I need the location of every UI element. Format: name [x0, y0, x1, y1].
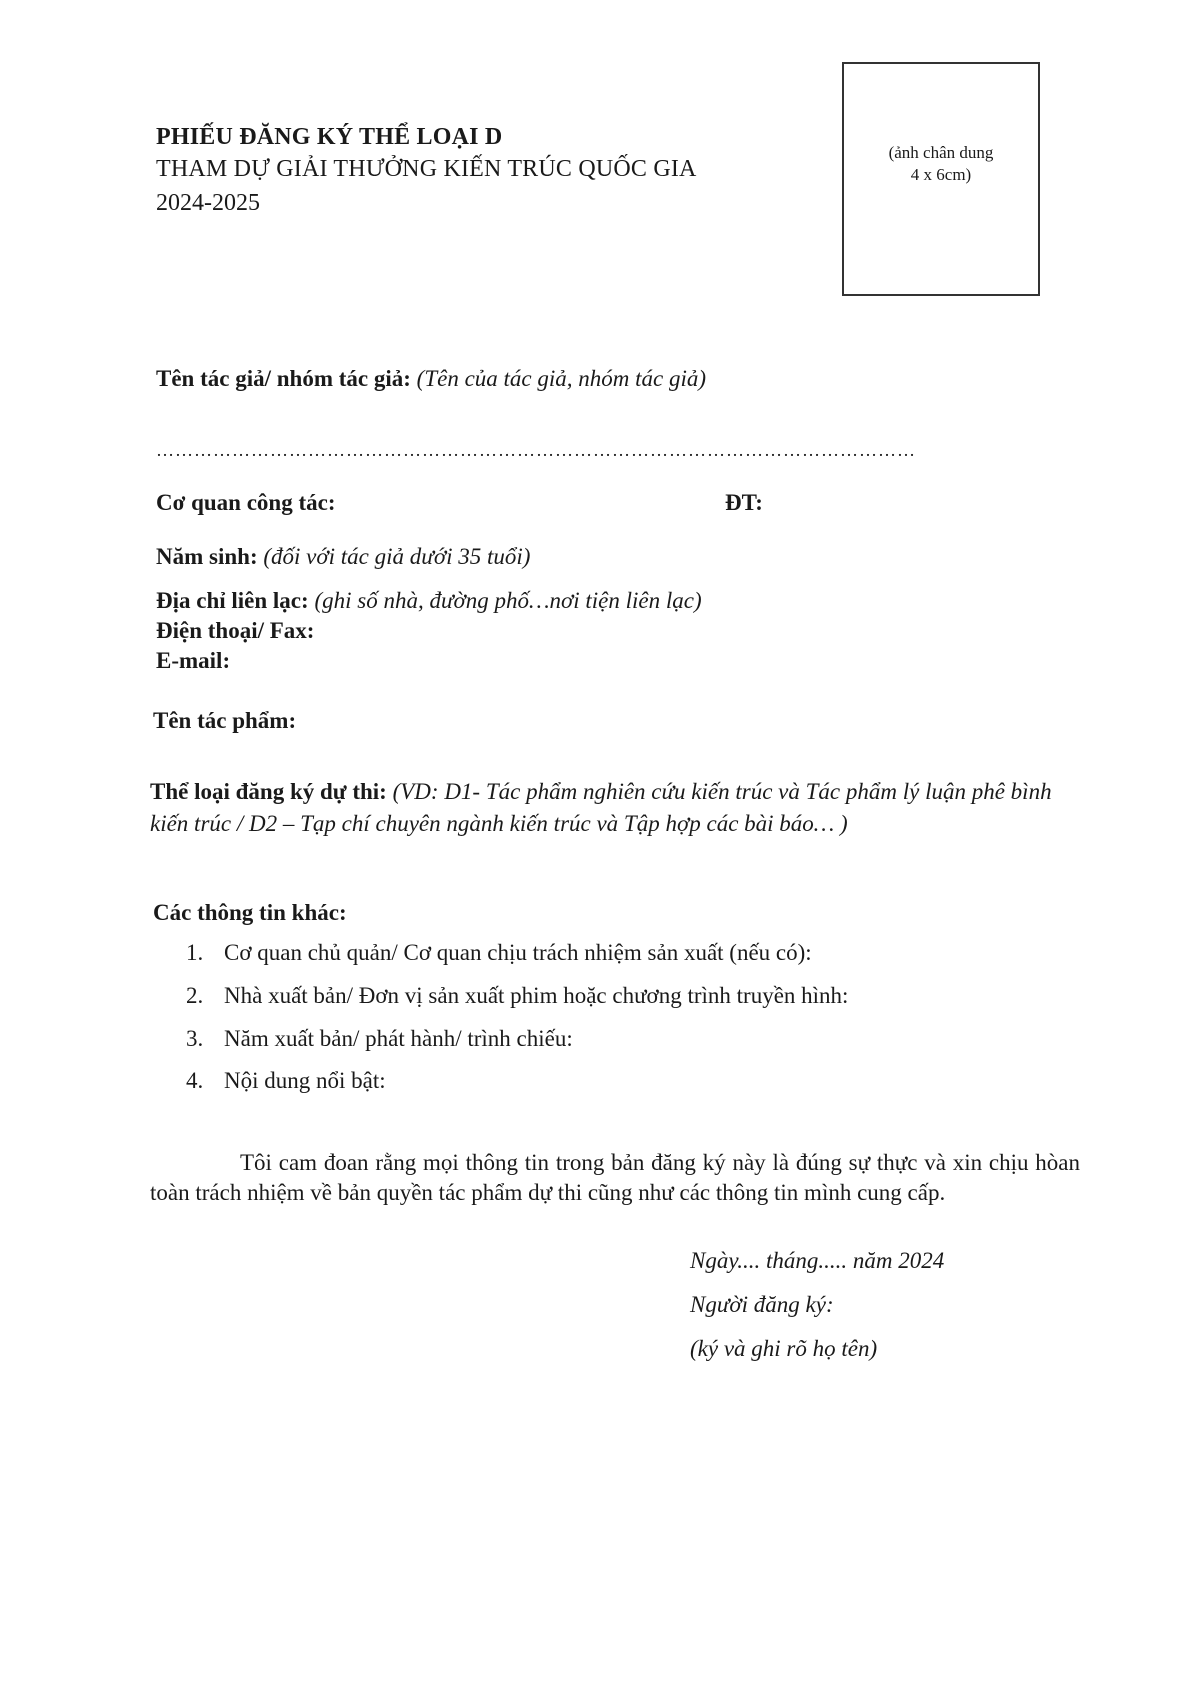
signature-registrant: Người đăng ký:	[690, 1292, 834, 1317]
author-label: Tên tác giả/ nhóm tác giả:	[156, 366, 411, 391]
birth-year-field	[156, 544, 530, 570]
photo-caption-line2: 4 x 6cm)	[910, 165, 972, 184]
phone-fax-label: Điện thoại/ Fax:	[156, 618, 315, 643]
author-field	[156, 366, 706, 392]
category-field	[150, 776, 1080, 840]
address-field	[156, 588, 702, 614]
birth-year-hint: (đối với tác giả dưới 35 tuổi)	[263, 544, 531, 569]
form-subtitle: THAM DỰ GIẢI THƯỞNG KIẾN TRÚC QUỐC GIA	[156, 156, 697, 182]
address-label: Địa chỉ liên lạc:	[156, 588, 309, 613]
address-hint: (ghi số nhà, đường phố…nơi tiện liên lạc)	[314, 588, 702, 613]
list-item-text: Nhà xuất bản/ Đơn vị sản xuất phim hoặc chương trình truyền hình:	[224, 983, 849, 1008]
list-item-number: 1.	[186, 940, 204, 965]
category-hint: (VD: D1- Tác phẩm nghiên cứu kiến trúc và Tác phẩm lý luận phê bình kiến trúc / D2 – Tạp chí chuyên ngành kiến trúc và Tập hợp các bài báo… )	[150, 779, 1052, 836]
signature-instruction: (ký và ghi rõ họ tên)	[690, 1336, 878, 1361]
list-item-text: Cơ quan chủ quản/ Cơ quan chịu trách nhiệm sản xuất (nếu có):	[224, 940, 812, 965]
form-title: PHIẾU ĐĂNG KÝ THỂ LOẠI D	[156, 124, 503, 150]
author-dotted-line: …………………………………………………………………………………………………………	[156, 440, 916, 460]
category-label: Thể loại đăng ký dự thi:	[150, 779, 387, 804]
list-item-text: Nội dung nổi bật:	[224, 1068, 386, 1093]
form-year: 2024-2025	[156, 190, 260, 216]
list-item-number: 2.	[186, 983, 204, 1008]
phone-short-label: ĐT:	[725, 490, 763, 515]
photo-caption-line1: (ảnh chân dung	[888, 143, 994, 162]
author-hint: (Tên của tác giả, nhóm tác giả)	[416, 366, 707, 391]
list-item-number: 4.	[186, 1068, 204, 1093]
work-name-label: Tên tác phẩm:	[153, 708, 297, 733]
workplace-label: Cơ quan công tác:	[156, 490, 336, 515]
list-item-text: Năm xuất bản/ phát hành/ trình chiếu:	[224, 1026, 573, 1051]
portrait-photo-caption	[844, 142, 1038, 186]
birth-year-label: Năm sinh:	[156, 544, 258, 569]
email-label: E-mail:	[156, 648, 231, 673]
signature-date: Ngày.... tháng..... năm 2024	[690, 1248, 945, 1273]
other-info-label: Các thông tin khác:	[153, 900, 347, 925]
portrait-photo-box	[842, 62, 1040, 296]
list-item-number: 3.	[186, 1026, 204, 1051]
declaration-paragraph: Tôi cam đoan rằng mọi thông tin trong bản đăng ký này là đúng sự thực và xin chịu hòan toàn trách nhiệm về bản quyền tác phẩm dự thi cũng như các thông tin mình cung cấp.	[150, 1150, 1080, 1205]
